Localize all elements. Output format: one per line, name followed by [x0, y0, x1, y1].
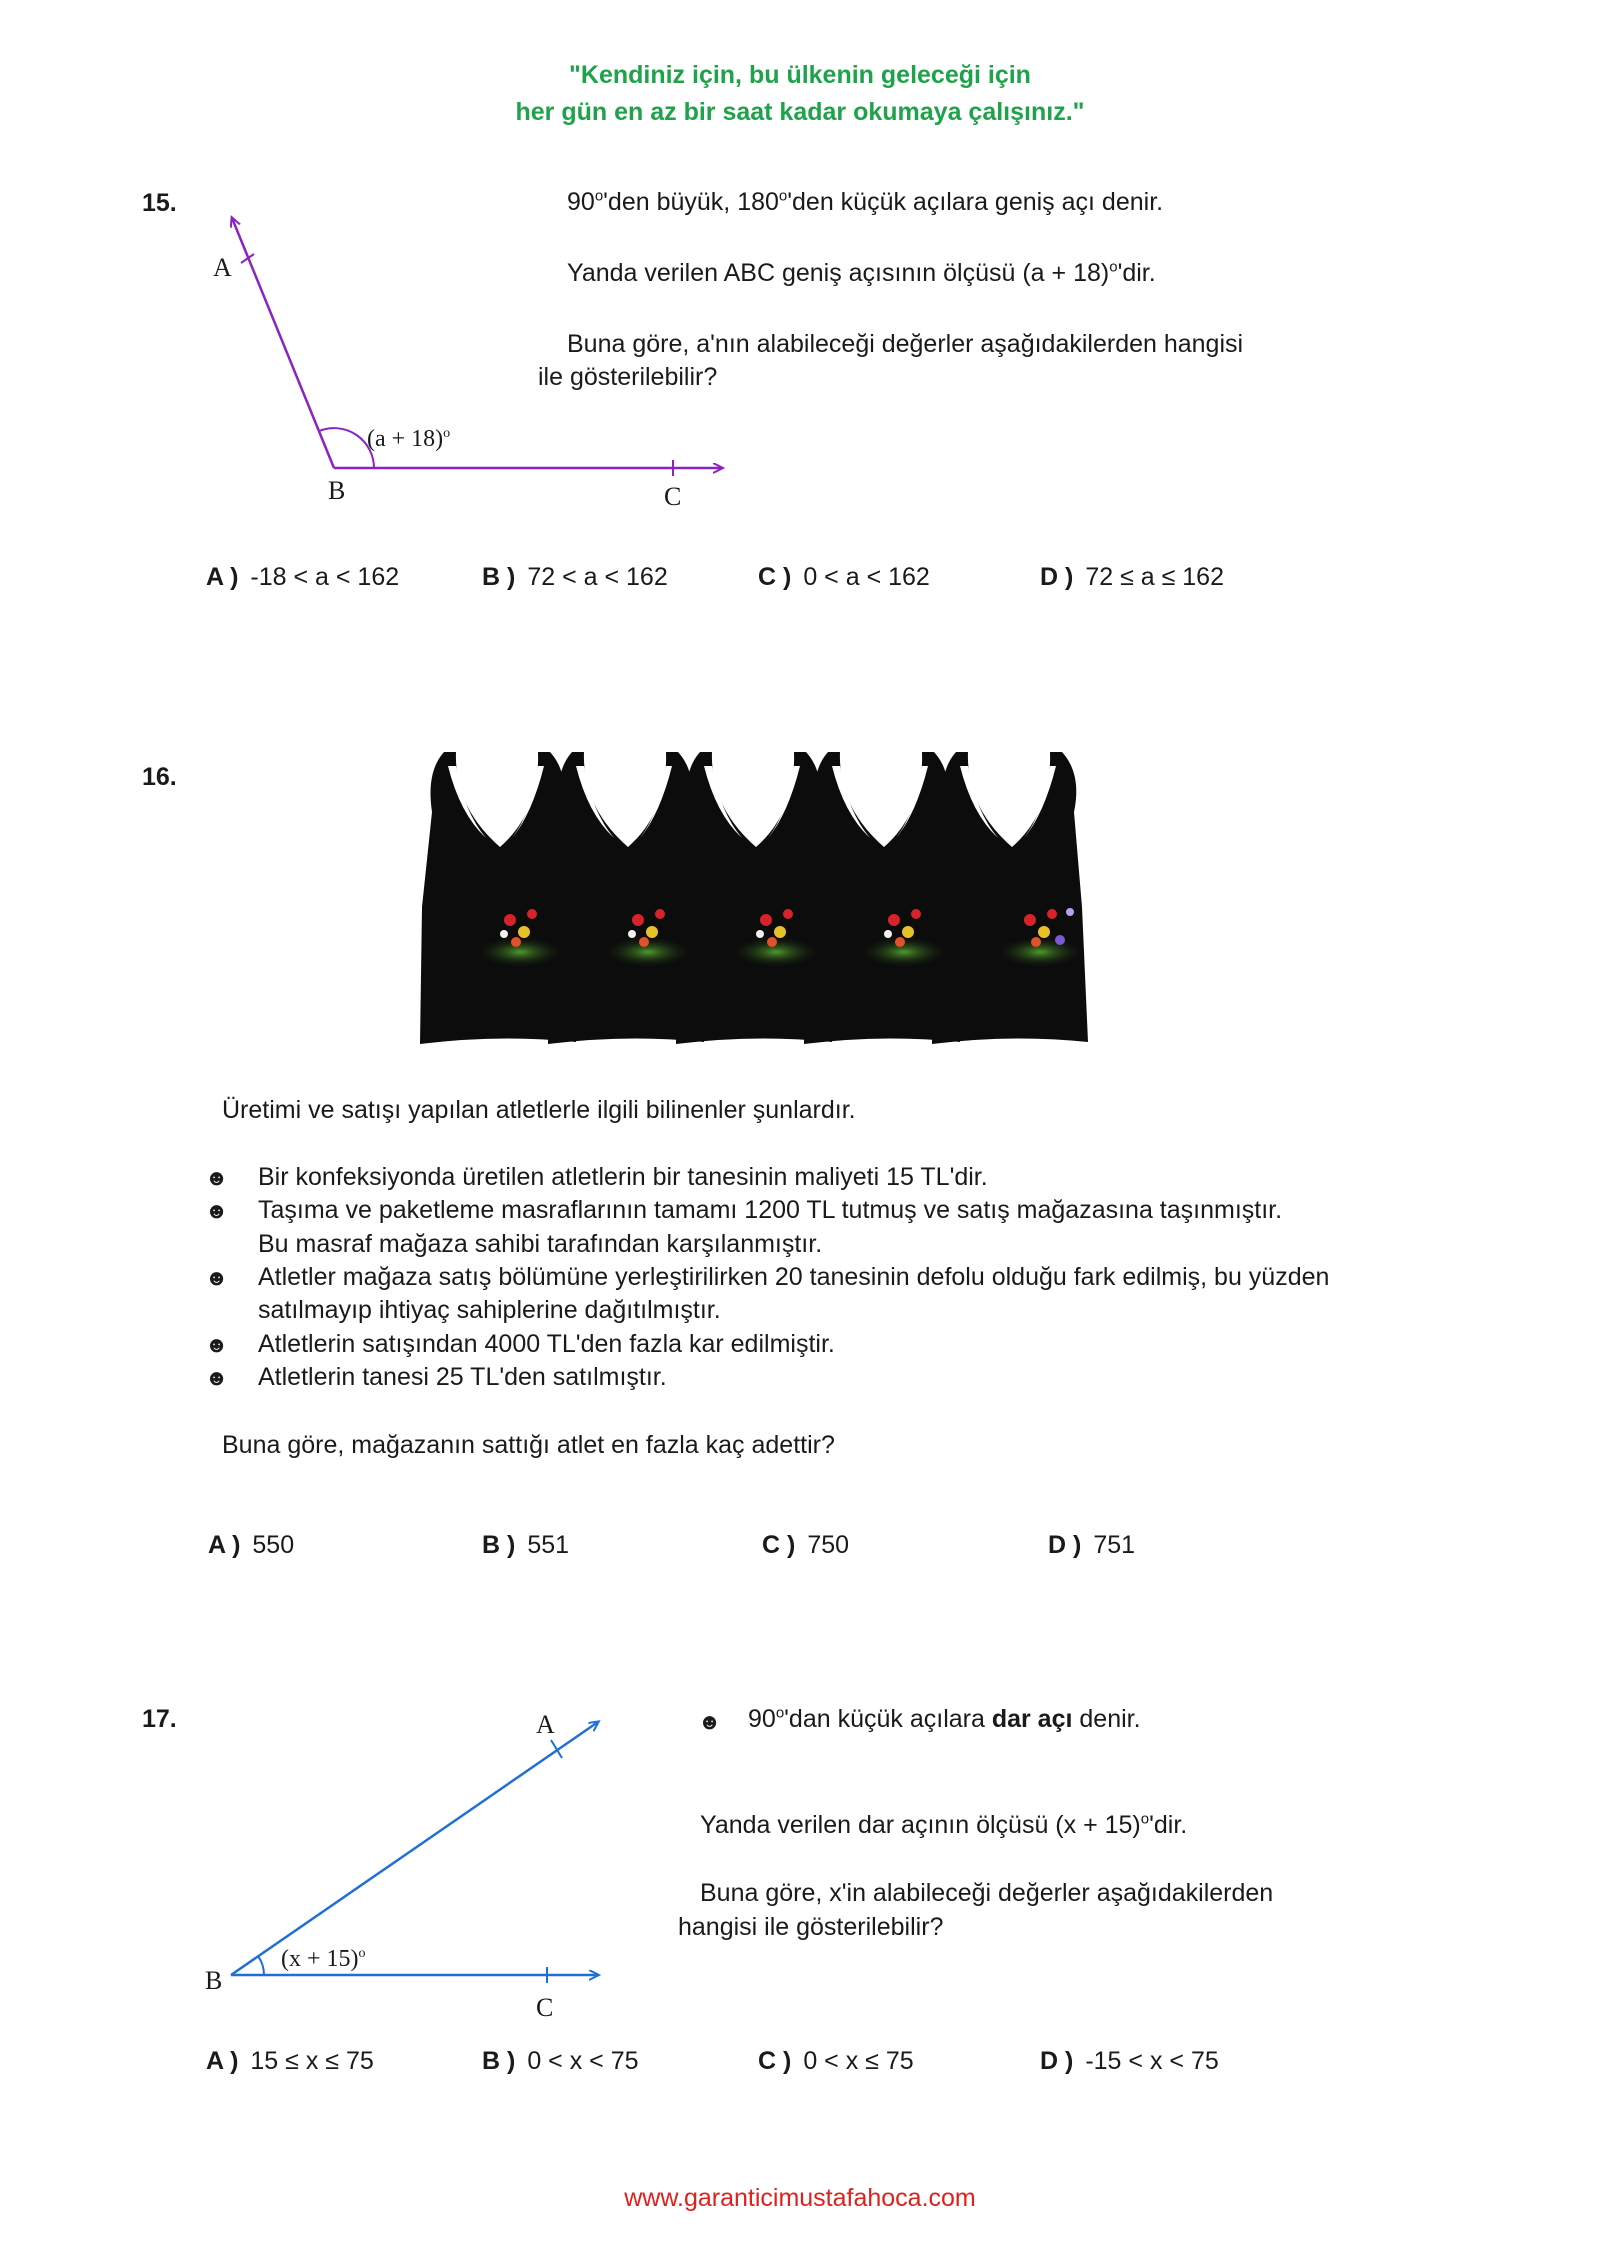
q17-option-b[interactable]: B ) 0 < x < 75 — [482, 2047, 639, 2075]
q17-label-b: B — [205, 1966, 223, 1995]
q15-label-c: C — [664, 482, 682, 511]
q16-bullet-icon-3: ☻ — [205, 1265, 229, 1290]
q17-option-c[interactable]: C ) 0 < x ≤ 75 — [758, 2047, 914, 2075]
q17-label-a: A — [536, 1710, 555, 1739]
q15-label-a: A — [213, 253, 232, 282]
q15-text-question-line-1: Buna göre, a'nın alabileceği değerler aşağıdakilerden hangisi — [567, 330, 1244, 358]
tank-top-5 — [932, 752, 1088, 1044]
q15-ray-ba — [232, 218, 334, 468]
q17-option-a[interactable]: A ) 15 ≤ x ≤ 75 — [206, 2047, 374, 2075]
q15-angle-figure — [0, 0, 1600, 600]
question-16-number: 16. — [142, 763, 177, 791]
q17-text-question-line-2: hangisi ile gösterilebilir? — [678, 1913, 944, 1941]
q15-angle-label: $(a + 18)^o$ — [367, 426, 451, 452]
q15-label-b: B — [328, 476, 346, 505]
q17-label-c: C — [536, 1993, 554, 2022]
q15-option-a[interactable]: A ) -18 < a < 162 — [206, 563, 400, 591]
q15-option-c[interactable]: C ) 0 < a < 162 — [758, 563, 930, 591]
q17-text-given: Yanda verilen dar açının ölçüsü $(x + 15)^o'dir$. — [700, 1810, 1188, 1839]
header-quote-line-1: "Kendiniz için, bu ülkenin geleceği için — [569, 61, 1031, 89]
q17-bullet-icon: ☻ — [698, 1709, 722, 1734]
q16-bullet-3-line-1: Atletler mağaza satış bölümüne yerleştirilirken 20 tanesinin defolu olduğu fark edilmiş, bu yüzden — [258, 1263, 1330, 1291]
q15-option-d[interactable]: D ) 72 ≤ a ≤ 162 — [1040, 563, 1224, 591]
q16-bullet-icon-2: ☻ — [205, 1198, 229, 1223]
q16-bullet-5: Atletlerin tanesi 25 TL'den satılmıştır. — [258, 1363, 667, 1391]
q16-option-c[interactable]: C ) 750 — [762, 1531, 850, 1559]
q16-bullet-icon-4: ☻ — [205, 1332, 229, 1357]
q15-text-given: Yanda verilen ABC geniş açısının ölçüsü $(a + 18)^o'dir$. — [567, 258, 1156, 287]
q15-angle-arc — [319, 428, 374, 468]
q16-bullet-4: Atletlerin satışından 4000 TL'den fazla kar edilmiştir. — [258, 1330, 835, 1358]
q17-angle-arc — [258, 1956, 264, 1975]
header-quote-line-2: her gün en az bir saat kadar okumaya çalışınız." — [515, 98, 1085, 126]
q17-ray-ba — [231, 1722, 598, 1975]
question-15-number: 15. — [142, 189, 177, 217]
q16-bullet-3-line-2: satılmayıp ihtiyaç sahiplerine dağıtılmıştır. — [258, 1296, 721, 1324]
q16-bullet-1: Bir konfeksiyonda üretilen atletlerin bir tanesinin maliyeti 15 TL'dir. — [258, 1163, 988, 1191]
q15-option-b[interactable]: B ) 72 < a < 162 — [482, 563, 668, 591]
q16-option-d[interactable]: D ) 751 — [1048, 1531, 1136, 1559]
footer-website-link[interactable]: www.garanticimustafahoca.com — [624, 2184, 976, 2212]
q16-intro: Üretimi ve satışı yapılan atletlerle ilgili bilinenler şunlardır. — [222, 1096, 856, 1124]
q16-bullet-icon-1: ☻ — [205, 1165, 229, 1190]
q17-option-d[interactable]: D ) -15 < x < 75 — [1040, 2047, 1219, 2075]
q17-text-question-line-1: Buna göre, x'in alabileceği değerler aşağıdakilerden — [700, 1879, 1274, 1907]
q17-text-definition: 90$^o$'dan küçük açılara dar açı denir. — [748, 1704, 1141, 1733]
q16-bullet-icon-5: ☻ — [205, 1365, 229, 1390]
tank-tops-image — [420, 752, 1160, 1052]
q16-bullet-2-line-2: Bu masraf mağaza sahibi tarafından karşılanmıştır. — [258, 1230, 823, 1258]
q16-option-a[interactable]: A ) 550 — [208, 1531, 295, 1559]
question-17-number: 17. — [142, 1705, 177, 1733]
q15-text-definition: 90$^o$'den büyük, 180$^o$'den küçük açılara geniş açı denir. — [567, 187, 1164, 216]
q16-option-b[interactable]: B ) 551 — [482, 1531, 570, 1559]
q17-angle-label: $(x + 15)^o$ — [281, 1946, 366, 1972]
q16-question: Buna göre, mağazanın sattığı atlet en fazla kaç adettir? — [222, 1431, 835, 1459]
q15-text-question-line-2: ile gösterilebilir? — [538, 363, 718, 391]
q16-bullet-2-line-1: Taşıma ve paketleme masraflarının tamamı 1200 TL tutmuş ve satış mağazasına taşınmıştır. — [258, 1196, 1283, 1224]
